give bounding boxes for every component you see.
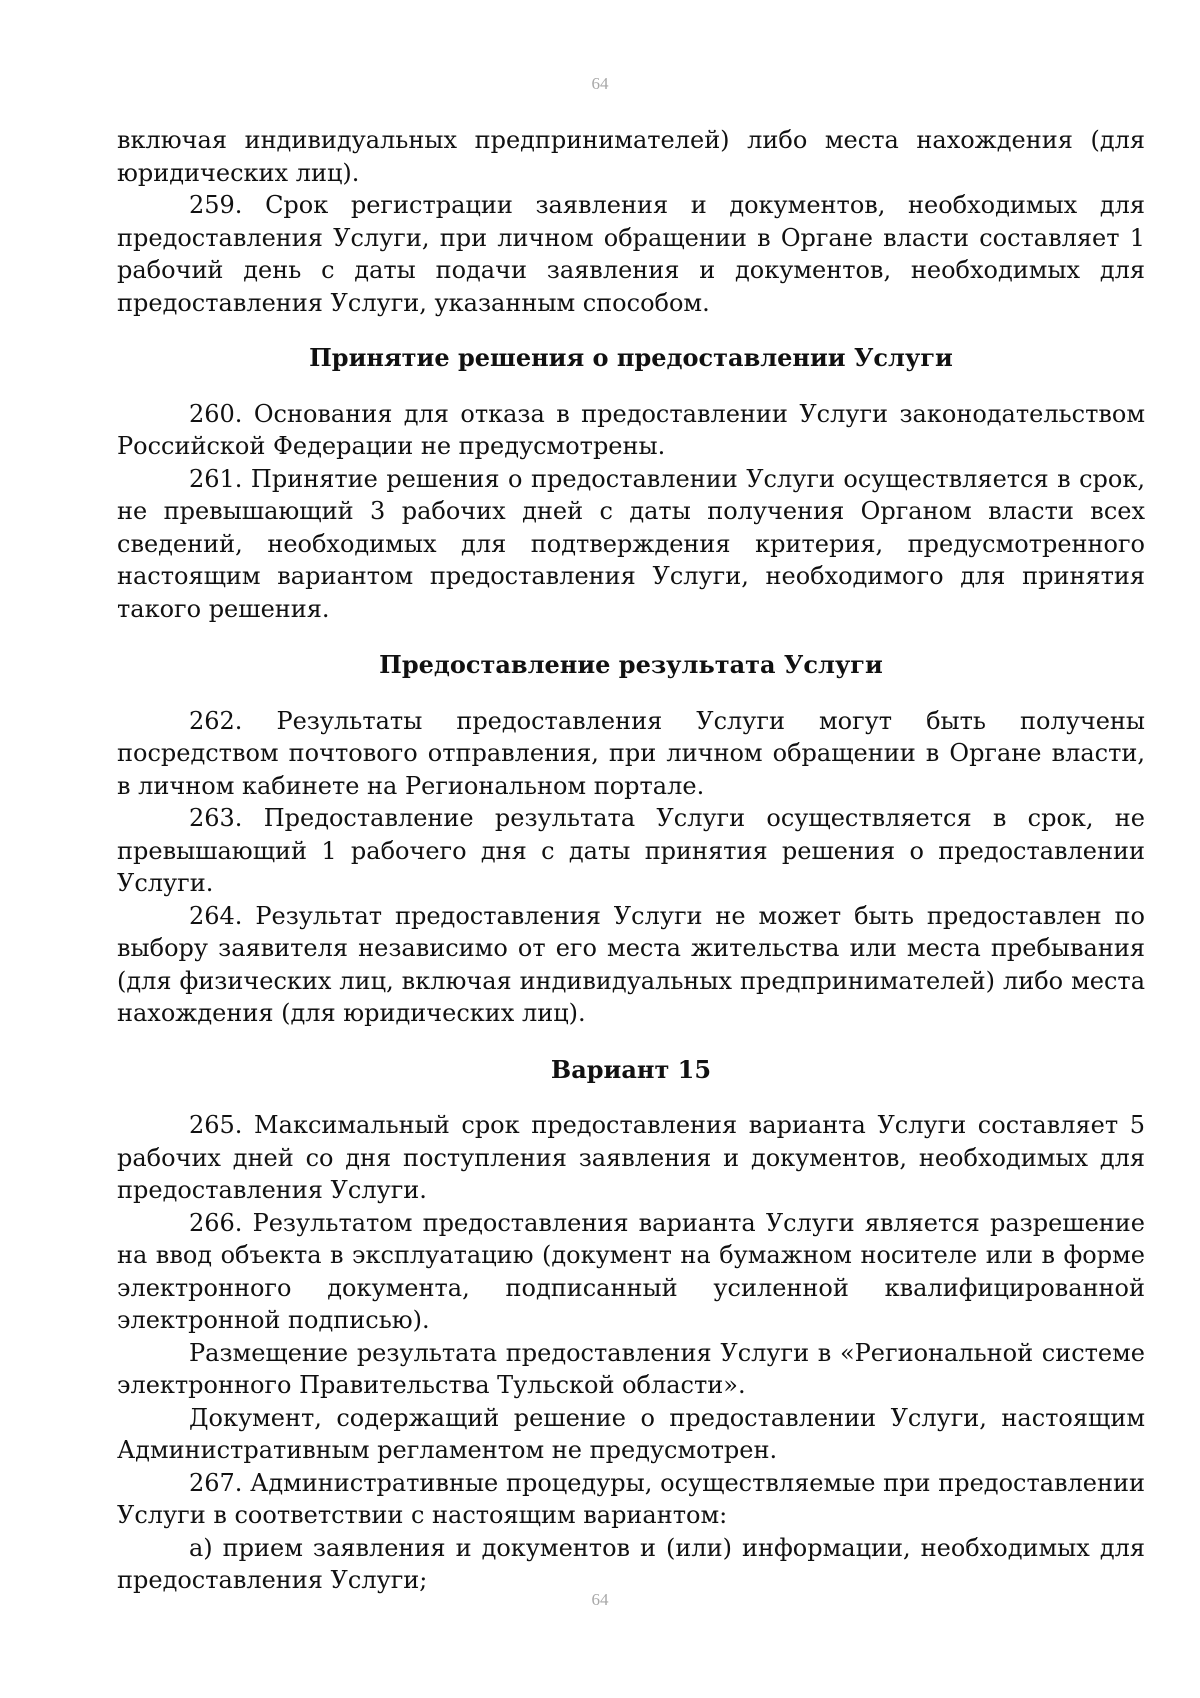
paragraph-261: 261. Принятие решения о предоставлении Услуги осуществляется в срок, не превышающий 3 рабочих дней с даты получения Органом власти всех сведений, необходимых для подтверждения критерия, предусмотренного настоящим вариантом предоставления Услуги, необходимого для принятия такого решения. [117,464,1145,623]
paragraph-continuation: включая индивидуальных предпринимателей) либо места нахождения (для юридических лиц). [117,126,1145,187]
page-number-top: 64 [591,74,609,93]
paragraph-266: 266. Результатом предоставления варианта Услуги является разрешение на ввод объекта в эксплуатацию (документ на бумажном носителе или в форме электронного документа, подписанный усиленной квалифицированной электронной подписью). [117,1208,1145,1334]
paragraph-264: 264. Результат предоставления Услуги не может быть предоставлен по выбору заявителя независимо от его места жительства или места пребывания (для физических лиц, включая индивидуальных предпринимателей) либо места нахождения (для юридических лиц). [117,901,1145,1027]
paragraph-262: 262. Результаты предоставления Услуги могут быть получены посредством почтового отправления, при личном обращении в Органе власти, в личном кабинете на Региональном портале. [117,706,1145,800]
document-body [117,124,1145,1597]
heading-result: Предоставление результата Услуги [379,650,883,679]
paragraph-267-a: а) прием заявления и документов и (или) информации, необходимых для предоставления Услуги; [117,1533,1145,1594]
paragraph-266-placement: Размещение результата предоставления Услуги в «Региональной системе электронного Правительства Тульской области». [117,1338,1145,1399]
paragraph-266-document: Документ, содержащий решение о предоставлении Услуги, настоящим Административным регламентом не предусмотрен. [117,1403,1145,1464]
heading-variant: Вариант 15 [550,1054,712,1084]
paragraph-263: 263. Предоставление результата Услуги осуществляется в срок, не превышающий 1 рабочего дня с даты принятия решения о предоставлении Услуги. [117,804,1145,897]
paragraph-260: 260. Основания для отказа в предоставлении Услуги законодательством Российской Федерации не предусмотрены. [117,399,1145,460]
paragraph-259: 259. Срок регистрации заявления и документов, необходимых для предоставления Услуги, при личном обращении в Органе власти составляет 1 рабочий день с даты подачи заявления и документов, необходимых для предоставления Услуги, указанным способом. [117,191,1145,317]
page-number-bottom: 64 [591,1590,609,1609]
heading-decision: Принятие решения о предоставлении Услуги [309,343,953,372]
paragraph-265: 265. Максимальный срок предоставления варианта Услуги составляет 5 рабочих дней со дня поступления заявления и документов, необходимых для предоставления Услуги. [117,1111,1145,1204]
paragraph-267: 267. Административные процедуры, осуществляемые при предоставлении Услуги в соответствии с настоящим вариантом: [117,1468,1145,1529]
